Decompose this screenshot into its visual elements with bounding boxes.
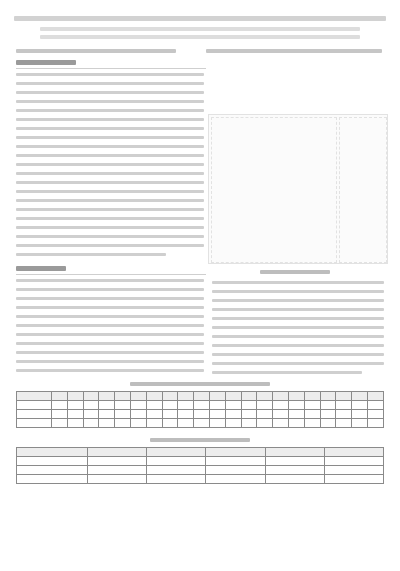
text-line — [212, 308, 384, 311]
text-line — [16, 288, 204, 291]
text-line — [16, 253, 166, 256]
text-line — [212, 290, 384, 293]
text-line — [16, 127, 204, 130]
text-line — [212, 353, 384, 356]
section-heading-1 — [16, 60, 76, 65]
text-line — [212, 344, 384, 347]
text-line — [16, 145, 204, 148]
table-row — [17, 419, 384, 428]
table-1 — [16, 391, 384, 428]
author-line-right — [206, 49, 382, 53]
text-line — [16, 118, 204, 121]
figure-1-plan-region — [211, 117, 337, 263]
text-line — [16, 369, 204, 372]
text-line — [212, 281, 384, 284]
text-line — [16, 226, 204, 229]
text-line — [212, 371, 362, 374]
text-line — [212, 326, 384, 329]
text-line — [212, 317, 384, 320]
table-row — [17, 457, 384, 466]
text-line — [16, 100, 204, 103]
text-line — [16, 217, 204, 220]
text-line — [16, 342, 204, 345]
table-row — [17, 401, 384, 410]
text-line — [16, 181, 204, 184]
text-line — [212, 335, 384, 338]
text-line — [16, 109, 204, 112]
section-divider-2 — [16, 274, 206, 275]
section-heading-2 — [16, 266, 66, 271]
text-line — [16, 154, 204, 157]
text-line — [16, 306, 204, 309]
table-row — [17, 466, 384, 475]
table-row — [17, 392, 384, 401]
table-row — [17, 410, 384, 419]
title-line-2 — [40, 27, 360, 31]
figure-1-legend-region — [339, 117, 387, 263]
text-line — [16, 360, 204, 363]
section-divider-1 — [16, 68, 206, 69]
text-line — [16, 208, 204, 211]
text-line — [16, 279, 204, 282]
text-line — [16, 351, 204, 354]
text-line — [212, 362, 384, 365]
table-2 — [16, 447, 384, 484]
text-line — [16, 315, 204, 318]
figure-1-floor-plan — [208, 114, 388, 264]
text-line — [16, 235, 204, 238]
text-line — [16, 244, 204, 247]
text-line — [16, 333, 204, 336]
text-line — [16, 73, 204, 76]
table-row — [17, 448, 384, 457]
text-line — [16, 190, 204, 193]
text-line — [16, 199, 204, 202]
text-line — [16, 297, 204, 300]
title-line-1 — [14, 16, 386, 21]
text-line — [16, 172, 204, 175]
table-1-caption — [130, 382, 270, 386]
text-line — [16, 136, 204, 139]
text-line — [212, 299, 384, 302]
text-line — [16, 91, 204, 94]
text-line — [16, 163, 204, 166]
figure-1-caption — [260, 270, 330, 274]
table-row — [17, 475, 384, 484]
table-2-caption — [150, 438, 250, 442]
author-line-left — [16, 49, 176, 53]
text-line — [16, 82, 204, 85]
text-line — [16, 324, 204, 327]
title-line-3 — [40, 35, 360, 39]
